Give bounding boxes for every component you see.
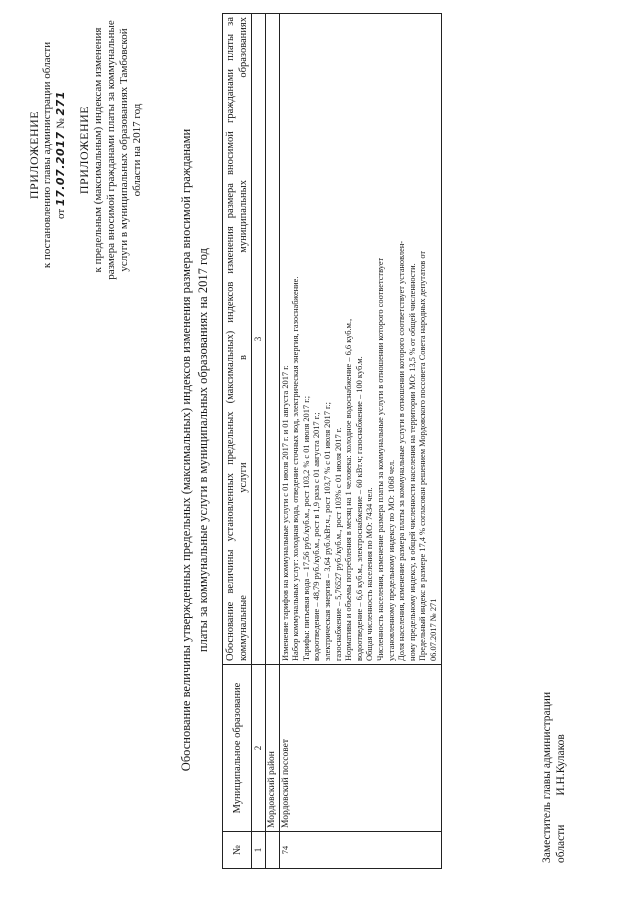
signatory-line [554,463,568,863]
justification-line: Доля населения, изменение размера платы за коммунальные услуги в отношении которого соответствует установлен- [397,240,407,661]
table-header-row [223,14,252,869]
district-row [266,14,280,869]
justification-line: Нормативы и объемы потребления в месяц на 1 человека: холодное водоснабжение – 6,6 куб.м., [344,318,354,661]
column-header-justification: Обоснование величины установленных предельных (максимальных) индексов изменения размера вносимой гражданами платы за коммунальные услуги в муниципальных образованиях [223,14,252,665]
number-prefix: № [55,118,67,129]
appendix-date-number-line [54,25,68,285]
appendix-sub-line: услуги в муниципальных образованиях Тамбовской [118,28,130,272]
municipality-name: Мордовский поссовет [279,665,441,832]
column-index: 2 [252,665,266,832]
appendix-sub-header [78,10,144,290]
handwritten-number: 271 [54,91,67,116]
justification-line: Предельный индекс в размере 17,4 % согласован решением Мордовского поссовета Совета народных депутатов от [418,250,428,661]
appendix-sub-title: ПРИЛОЖЕНИЕ [77,105,91,195]
column-header-municipality: Муниципальное образование [223,665,252,832]
date-prefix: от [55,208,67,219]
column-index: 3 [252,14,266,665]
signature-block [540,463,568,863]
document-title-line: Обоснование величины утвержденных предельных (максимальных) индексов изменения размера вносимой гражданами [179,128,193,772]
handwritten-date: 17.07.2017 [54,131,67,207]
document-title-line: платы за коммунальные услуги в муниципальных образованиях на 2017 год [196,247,210,653]
justification-line: Тарифы: питьевая вода – 17,56 руб./куб.м., рост 103,2 % с 01 июля 2017 г.; [301,395,311,661]
justification-line: Общая численность населения по МО: 7434 чел. [365,487,375,661]
justification-line: Численность населения, изменение размера платы за коммунальные услуги в отношении которого соответствует [375,257,385,661]
justification-line: электрическая энергия – 3,64 руб./кВт.ч., рост 103,7 % с 01 июля 2017 г.; [322,402,332,661]
column-index: 1 [252,832,266,869]
justification-line: водоотведение – 48,79 руб./куб.м., рост в 1,9 раза с 01 августа 2017 г.; [312,412,322,661]
justification-line: установленному предельному индексу по МО: 1068 чел. [386,459,396,661]
appendix-resolution-line: к постановлению главы администрации области [41,41,53,269]
district-name: Мордовский район [266,665,280,832]
row-number: 74 [279,832,441,869]
appendix-sub-line: размера вносимой гражданами платы за коммунальные [105,20,117,280]
justification-line: газоснабжение – 5,76527 руб./куб.м., рост 103% с 01 июля 2017 г. [333,427,343,661]
signatory-name: И.Н.Кулаков [555,734,567,796]
justification-cell [279,14,441,665]
appendix-sub-line: к предельным (максимальным) индексам изменения [92,27,104,273]
justification-line: водоотведение – 6,6 куб.м., электроснабжение – 60 кВт.ч; газоснабжение – 100 куб.м. [354,356,364,661]
justification-line: Изменение тарифов на коммунальные услуги с 01 июля 2017 г. и 01 августа 2017 г. [280,365,290,661]
signatory-position: Заместитель главы администрации [541,691,553,863]
column-header-number: № [223,832,252,869]
signatory-position-cont: области [555,824,567,863]
justification-line: ному предельному индексу, в общей численности населения на территории МО: 13,5 % от общей численности. [407,263,417,661]
appendix-sub-line: области на 2017 год [131,103,143,197]
justification-table [222,13,442,869]
table-index-row [252,14,266,869]
justification-line: Набор коммунальных услуг: холодная вода, отведение сточных вод, электрическая энергия, газоснабжение. [291,276,301,661]
document-title [178,35,212,865]
appendix-title: ПРИЛОЖЕНИЕ [27,110,41,200]
table-row [279,14,441,869]
appendix-header [28,25,68,285]
justification-line: 06.07.2017 № 271 [428,598,438,661]
